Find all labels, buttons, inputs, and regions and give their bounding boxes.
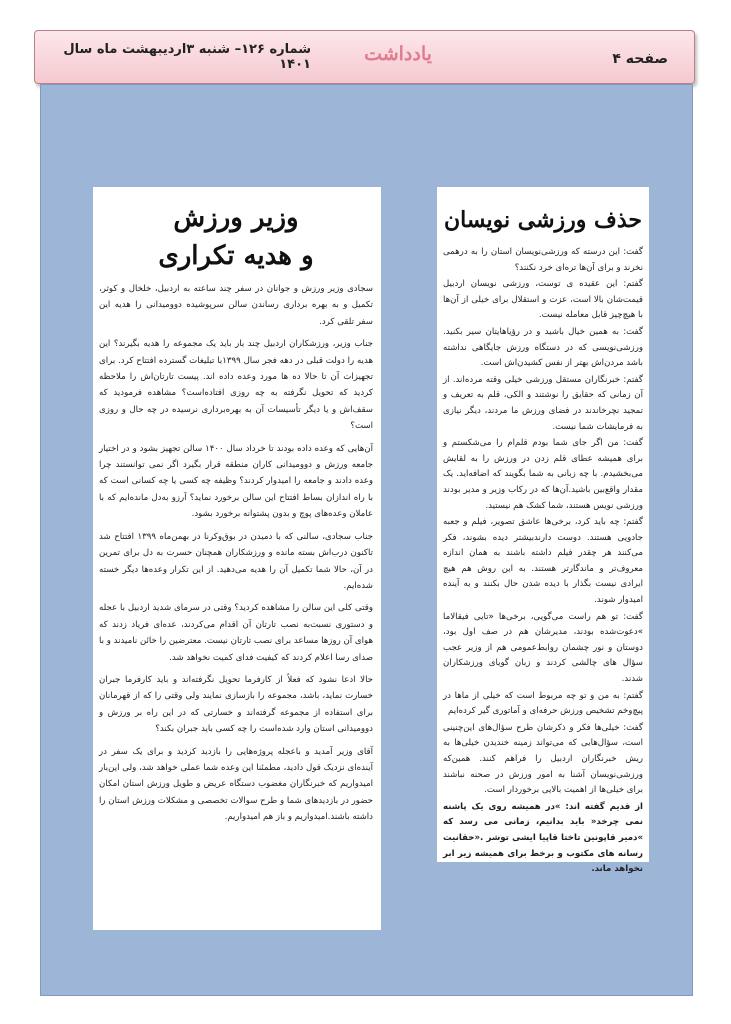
page-header [34,30,695,84]
article-closing-paragraph: از قدیم گفته اند: »در همیشه روی یک پاشنه نمی چرخد« باید بدانیم، زمانی می رسد که »دمیر قاپونین تاختا قاپیا ایشی توشر .«حقانیت رسانه های مکتوب و برخط برای همیشه زیر ابر نخواهد ماند. [443,801,643,875]
article-paragraph: آن‌هایی که وعده داده بودند تا خرداد سال ۱۴۰۰ سالن تجهیز بشود و در اختیار جامعه ورزش و دوومیدانی کاران منطقه قرار بگیرد اگر نمی توانستند چرا وعده دادند و جامعه را امیدوار کردند؟ وظیفه چه کسی یا چه کسانی است که با راه اندازان بساط افتتاح این سالن برخورد نماید؟ آرزو به‌دل مانده‌ایم که با عاملان وعده‌های پوچ و بدون پشتوانه برخورد بشود. [99,443,373,520]
article-paragraph: آقای وزیر آمدید و باعجله پروژه‌هایی را بازدید کردید و برای یک سفر در آینده‌ای نزدیک قول دادید، مطمئنا این وعده شما عملی خواهد شد، ولی این‌بار امیدواریم که خبرنگاران مغضوب دستگاه عریض و طویل ورزش استان امکان حضور در بازدیدهای شما و طرح سوالات تخصصی و مشکلات ورزش استان را داشته باشند.امیدواریم و باز هم امیدواریم. [99,746,373,823]
article-paragraph: گفتم: به من و تو چه مربوط است که خیلی از ماها در پیچ‌وخم تشخیص ورزش حرفه‌ای و آماتوری گیر کرده‌ایم [443,690,643,717]
article-title-line2: و هدیه تکراری [158,241,314,271]
issue-line: شماره ۱۲۶– شنبه ۳اردیبهشت ماه سال ۱۴۰۱ [63,42,311,72]
article-sports-minister [93,187,381,930]
article-paragraph: حالا ادعا نشود که فعلاً از کارفرما تحویل نگرفته‌اند و باید کارفرما جبران خسارت نماید، باشد، مجموعه را بازسازی نمایند ولی وقتی را که از قهرمانان برای استفاده از مجموعه گرفته‌اند و خسارتی که در این راه بر ورزش و دوومیدانی استان وارد شده‌است را چه کسی باید جبران بکند؟ [99,674,373,735]
article-paragraph: گفتم: خبرنگاران مستقل ورزشی خیلی وقته مرده‌اند. از آن زمانی که حقایق را نوشتند و الکی، قلم به تعریف و تمجید نچرخاندند در فضای ورزش ما مردند، دیگر نیازی به فرمایشات شما نیست. [443,374,643,432]
section-title: یادداشت [364,43,432,65]
article-paragraph: جناب سجادی، سالنی که با دمیدن در بوق‌وکرنا در بهمن‌ماه ۱۳۹۹ افتتاح شد تاکنون درب‌اش بسته مانده و ورزشکاران همچنان حسرت به دل برای تمرین در آن، حالا شما تکمیل آن را هدیه می‌دهید. از این تکرار وعده‌ها دیگر خسته شده‌ایم. [99,531,373,591]
article-title [99,199,373,275]
article-paragraph: جناب وزیر، ورزشکاران اردبیل چند بار باید یک مجموعه را هدیه بگیرند؟ این هدیه را دولت قبلی در دهه فجر سال ۱۳۹۹با تبلیغات گسترده افتتاح کرد. برای تجهیزات آن تا حالا ده ها مورد وعده داده اند. پیست تارتان‌اش را ملاحظه کردید که تحویل نگرفته به چه روزی افتاده‌است؟ مشاهده فرمودید که سقف‌اش و یا دیگر تأسیسات آن به بهره‌برداری نرسیده در چه حال و روزی است؟ [99,339,373,432]
article-paragraph: گفتم: این عقیده ی توست، ورزشی نویسان اردبیل قیمت‌شان بالا است، عزت و استقلال برای خیلی از آن‌ها با هیچ‌چیز قابل معامله نیست. [443,279,643,321]
article-title-line1: وزیر ورزش [173,203,299,233]
article-paragraph: گفت: خیلی‌ها فکر و ذکرشان طرح سؤال‌های این‌چنینی است، سؤال‌هایی که می‌تواند زمینه خندیدن خیلی‌ها به ریش خبرنگاران اردبیل را فراهم کنند. همین‌که ورزشی‌نویسان آشنا به امور ورزش در صحنه نباشند برای خیلی‌ها از اهمیت بالایی برخوردار است. [443,722,643,796]
article-paragraph: گفتم: چه باید کرد، برخی‌ها عاشق تصویر، فیلم و جعبه جادویی هستند. دوست دارندبیشتر دیده بشوند، فکر می‌کنند هر چقدر فیلم داشته باشند به همان اندازه معروف‌تر و ماندگارتر هستند. به این روش هم هیچ ایرادی نیست بگذار با دیده شدن حال بکنند و به آینده امیدوار شوند. [443,517,643,606]
article-paragraph: وقتی کلی این سالن را مشاهده کردید؟ وقتی در سرمای شدید اردبیل با عجله و دستوری نسبت‌به نصب تارتان آن اقدام می‌کردند، عده‌ای فریاد زدند که هوای آن روزها مساعد برای نصب تارتان نیست. معترضین را خائن نامیدند و با صدای رسا اعلام کردند که کیفیت فدای کمیت نخواهد شد. [99,603,373,663]
page-number: صفحه ۴ [612,51,668,67]
article-paragraph: گفت: تو هم راست می‌گویی، برخی‌ها «تایی فیقالاما »دعوت‌شده بودند، مدیرشان هم در صف اول بود، دوستان و نور چشمان روابط‌عمومی هم از وزیر عجب سؤال های چالشی کردند و زبان گویای ورزشکاران شدند. [443,611,643,685]
article-title: حذف ورزشی نویسان [443,207,642,233]
article-paragraph: سجادی وزیر ورزش و جوانان در سفر چند ساعته به اردبیل، خلخال و کوثر، تکمیل و به بهره برداری رساندن سالن سرپوشیده دوومیدانی را هدیه این سفر تلقی کرد. [99,284,373,327]
article-paragraph: گفت: به همین خیال باشید و در رؤیاهایتان سیر بکنید. ورزشی‌نویسی که در دستگاه ورزش جایگاهی نداشته باشد مردن‌اش بهتر از نفس کشیدن‌اش است. [443,326,643,369]
article-sports-writers [437,187,649,875]
article-paragraph: گفت: من اگر جای شما بودم قلم‌ام را می‌شکستم و برای همیشه عطای قلم زدن در ورزش را به لقایش می‌بخشیدم. با چه زبانی به شما بگویند که اضافه‌اید. یک مقدار واقع‌بین باشید.آن‌ها که در رکاب وزیر و مدیر بودند ورزشی نویس هستند، شما کشک هم نیستید. [443,438,643,511]
article-paragraph: گفت: این درسته که ورزشی‌نویسان استان را به درهمی نخرند و برای آن‌ها تره‌ای خرد نکنند؟ [443,247,643,273]
